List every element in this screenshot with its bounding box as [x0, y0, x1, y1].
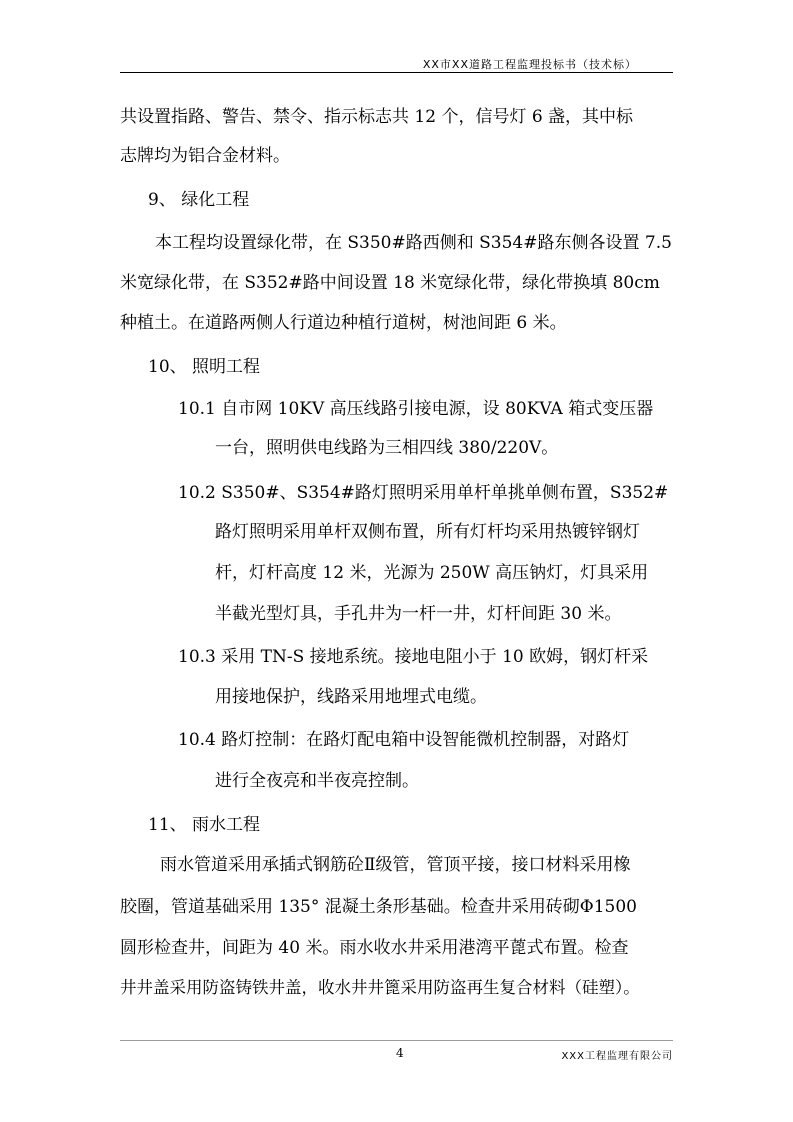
body-line: 用接地保护，线路采用地埋式电缆。 — [215, 687, 487, 707]
section-heading: 10、 照明工程 — [148, 357, 261, 377]
page-number: 4 — [396, 1046, 404, 1060]
body-line: 10.3 采用 TN-S 接地系统。接地电阻小于 10 欧姆，钢灯杆采 — [178, 647, 649, 667]
footer-divider — [120, 1040, 673, 1041]
section-heading: 9、 绿化工程 — [148, 190, 250, 210]
body-line: 雨水管道采用承插式钢筋砼Ⅱ级管，管顶平接，接口材料采用橡 — [160, 855, 631, 875]
body-line: 共设置指路、警告、禁令、指示标志共 12 个，信号灯 6 盏，其中标 — [120, 107, 634, 127]
body-line: 米宽绿化带，在 S352#路中间设置 18 米宽绿化带，绿化带换填 80cm — [120, 273, 660, 293]
body-line: 本工程均设置绿化带，在 S350#路西侧和 S354#路东侧各设置 7.5 — [155, 233, 672, 253]
body-line: 井井盖采用防盗铸铁井盖，收水井井篦采用防盗再生复合材料（硅塑）。 — [120, 978, 640, 997]
page-header — [120, 52, 673, 73]
body-line: 半截光型灯具，手孔井为一杆一井，灯杆间距 30 米。 — [215, 604, 622, 624]
body-line: 10.4 路灯控制：在路灯配电箱中设智能微机控制器，对路灯 — [178, 730, 630, 750]
footer-company: XXX工程监理有限公司 — [561, 1051, 673, 1062]
body-line: 路灯照明采用单杆双侧布置，所有灯杆均采用热镀锌钢灯 — [215, 522, 640, 542]
body-line: 胶圈，管道基础采用 135° 混凝土条形基础。检查井采用砖砌Φ1500 — [120, 897, 637, 917]
body-line: 10.2 S350#、S354#路灯照明采用单杆单挑单侧布置，S352# — [178, 483, 669, 503]
body-line: 10.1 自市网 10KV 高压线路引接电源，设 80KVA 箱式变压器 — [178, 399, 654, 419]
body-line: 圆形检查井，间距为 40 米。雨水收水井采用港湾平蓖式布置。检查 — [120, 938, 629, 958]
body-line: 一台，照明供电线路为三相四线 380/220V。 — [215, 438, 559, 458]
section-heading: 11、 雨水工程 — [148, 815, 261, 835]
body-line: 杆，灯杆高度 12 米，光源为 250W 高压钠灯，灯具采用 — [215, 563, 649, 583]
body-line: 种植土。在道路两侧人行道边种植行道树，树池间距 6 米。 — [120, 313, 567, 333]
body-line: 志牌均为铝合金材料。 — [120, 146, 290, 166]
body-line: 进行全夜亮和半夜亮控制。 — [215, 771, 419, 791]
header-title: XX市XX道路工程监理投标书（技术标） — [422, 58, 637, 71]
